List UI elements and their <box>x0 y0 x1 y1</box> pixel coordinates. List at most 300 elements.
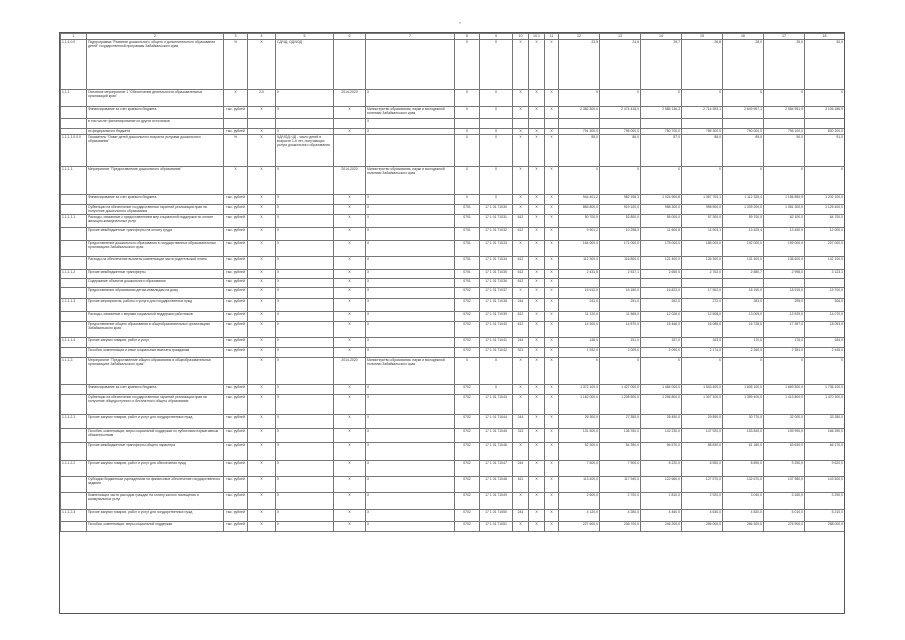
row-name-cell: Прочие межбюджетные трансферты общего характера <box>87 443 224 461</box>
table-cell: 2 260,0 <box>723 348 764 358</box>
table-cell: 1 256 800,0 <box>641 395 682 415</box>
table-row <box>61 299 845 312</box>
table-cell: X <box>545 385 559 395</box>
table-cell: 3 290,0 <box>805 493 845 510</box>
table-cell: X <box>334 299 366 312</box>
table-cell: 2 920,0 <box>682 493 723 510</box>
column-number: 18 <box>805 34 845 40</box>
table-body <box>61 40 845 532</box>
table-cell: X <box>529 241 545 257</box>
table-cell: 2.0 <box>248 90 276 107</box>
table-cell <box>764 279 805 288</box>
table-cell: 0702 <box>455 288 480 299</box>
table-cell: X <box>529 443 545 461</box>
table-cell: 0702 <box>455 415 480 429</box>
row-code-cell <box>61 322 87 338</box>
table-cell: X <box>545 395 559 415</box>
table-cell: 3 040,0 <box>723 493 764 510</box>
table-cell: 0702 <box>455 312 480 322</box>
table-cell: 8 550,0 <box>682 461 723 477</box>
table-cell: X <box>248 129 276 135</box>
column-number: 12 <box>559 34 600 40</box>
row-name-cell: Пособия, компенсации и иные социальные выплаты гражданам <box>87 348 224 358</box>
table-cell: 3 160,0 <box>764 493 805 510</box>
table-cell <box>600 119 641 129</box>
table-cell: 29,0 <box>764 40 805 90</box>
row-name-cell: Подпрограмма "Развитие дошкольного, общего и дополнительного образования детей" государственной программы Забайкальского края <box>87 40 224 90</box>
table-cell: 883 800,0 <box>559 205 600 215</box>
column-number: 15 <box>682 34 723 40</box>
table-cell: 272,0 <box>682 299 723 312</box>
table-cell: X <box>559 167 600 195</box>
table-cell: X <box>545 477 559 493</box>
column-number: 8 <box>455 34 480 40</box>
table-cell: X <box>545 135 559 167</box>
table-cell: X <box>529 288 545 299</box>
table-cell: 2 810,0 <box>641 493 682 510</box>
table-cell: 113 400,0 <box>559 477 600 493</box>
table-cell: X <box>529 461 545 477</box>
table-cell: 1 208 500,0 <box>600 395 641 415</box>
table-cell: 236 700,0 <box>600 522 641 532</box>
table-cell: X <box>529 279 545 288</box>
table-cell: X <box>529 477 545 493</box>
row-code-cell: 1.1.1.0.0 <box>61 40 87 90</box>
table-cell: 13 425,4 <box>723 228 764 241</box>
table-cell: X <box>764 167 805 195</box>
row-code-cell: 1.1.1.2. <box>61 358 87 385</box>
table-row <box>61 338 845 348</box>
table-cell: 32 000,0 <box>764 415 805 429</box>
table-cell: тыс. рублей <box>224 241 248 257</box>
table-cell: 0701 <box>455 241 480 257</box>
table-cell: X <box>480 40 513 90</box>
table-cell: 2 762,0 <box>682 270 723 279</box>
table-cell: X <box>248 195 276 205</box>
column-number: 1 <box>61 34 87 40</box>
table-cell: X <box>513 443 529 461</box>
table-cell: 192 000,0 <box>723 241 764 257</box>
table-cell: 4 630,0 <box>682 510 723 522</box>
table-cell: тыс. рублей <box>224 493 248 510</box>
table-cell: X <box>641 167 682 195</box>
table-row <box>61 279 845 288</box>
table-cell: 3 106 186,9 <box>805 107 845 119</box>
table-cell: X <box>334 257 366 270</box>
table-cell: X <box>276 477 334 493</box>
column-number: 11 <box>545 34 559 40</box>
table-cell: X <box>248 205 276 215</box>
table-cell: X <box>723 358 764 385</box>
table-cell: 143 500,0 <box>805 477 845 493</box>
table-cell: X <box>529 270 545 279</box>
table-cell: 10 298,3 <box>600 228 641 241</box>
row-name-cell: Прочие межбюджетные трансферты на оплату труда <box>87 228 224 241</box>
table-cell: 25,7 <box>641 40 682 90</box>
table-cell: X <box>248 279 276 288</box>
table-row <box>61 461 845 477</box>
table-cell: X <box>276 461 334 477</box>
table-cell: 8 890,0 <box>723 461 764 477</box>
table-cell: 52 300,0 <box>559 443 600 461</box>
table-cell: 11 120,0 <box>559 312 600 322</box>
table-cell: X <box>513 385 529 395</box>
table-cell: X <box>276 270 334 279</box>
table-cell: X <box>276 322 334 338</box>
table-cell: 0702 <box>455 477 480 493</box>
table-cell: X <box>545 270 559 279</box>
table-cell: тыс. рублей <box>224 522 248 532</box>
table-cell <box>366 135 455 167</box>
row-code-cell <box>61 119 87 129</box>
table-cell: 17 1 01 71040 <box>480 322 513 338</box>
table-cell: X <box>559 358 600 385</box>
table-cell: 2 474 418,0 <box>600 107 641 119</box>
table-cell: 17 1 01 71035 <box>480 270 513 279</box>
row-code-cell <box>61 385 87 395</box>
table-cell: 159 990,0 <box>764 429 805 443</box>
table-cell: X <box>805 167 845 195</box>
table-cell: 0701 <box>455 228 480 241</box>
table-cell: 127 570,0 <box>682 477 723 493</box>
table-cell: 2 431,5 <box>559 270 600 279</box>
table-cell: 266 300,0 <box>723 522 764 532</box>
table-cell: X <box>334 395 366 415</box>
table-cell: X <box>723 90 764 107</box>
row-code-cell <box>61 288 87 299</box>
table-cell <box>805 119 845 129</box>
table-row <box>61 228 845 241</box>
table-cell: X <box>723 167 764 195</box>
table-cell: 1 112 325,4 <box>723 195 764 205</box>
row-name-cell: Прочие закупки товаров, работ и услуг для государственных нужд <box>87 415 224 429</box>
table-cell: 612 <box>513 228 529 241</box>
table-cell: тыс. рублей <box>224 299 248 312</box>
table-cell: 17 1 01 71033 <box>480 241 513 257</box>
table-cell: 13 009,0 <box>723 312 764 322</box>
column-number: 3 <box>224 34 248 40</box>
row-code-cell <box>61 228 87 241</box>
table-cell: 178 000,0 <box>641 241 682 257</box>
table-cell: 244 <box>513 338 529 348</box>
table-cell: X <box>366 119 455 129</box>
table-cell: X <box>480 129 513 135</box>
row-code-cell <box>61 195 87 205</box>
table-cell: 17 1 01 71037 <box>480 288 513 299</box>
table-cell: 16 085,0 <box>682 322 723 338</box>
table-row <box>61 167 845 195</box>
table-row <box>61 215 845 228</box>
table-cell: % <box>224 135 248 167</box>
table-cell: тыс. рублей <box>224 429 248 443</box>
table-cell: 26 300,0 <box>559 415 600 429</box>
table-row <box>61 195 845 205</box>
table-cell: X <box>334 270 366 279</box>
table-cell: X <box>276 415 334 429</box>
table-cell: X <box>334 493 366 510</box>
table-cell: 244 <box>513 415 529 429</box>
table-cell: 171 000,0 <box>600 241 641 257</box>
column-number: 10.1 <box>529 34 545 40</box>
table-cell: тыс. рублей <box>224 228 248 241</box>
table-cell: 121 400,0 <box>641 257 682 270</box>
row-code-cell <box>61 205 87 215</box>
table-cell: X <box>682 90 723 107</box>
row-name-cell: Расходы, связанные с мерами социальной поддержки работников <box>87 312 224 322</box>
table-row <box>61 493 845 510</box>
table-cell: 0702 <box>455 461 480 477</box>
table-cell: X <box>764 90 805 107</box>
table-cell: 4 120,0 <box>559 510 600 522</box>
table-cell: 4 280,0 <box>600 510 641 522</box>
table-cell: X <box>276 279 334 288</box>
table-cell: 136 600,0 <box>764 257 805 270</box>
table-cell <box>723 119 764 129</box>
table-cell: X <box>529 167 545 195</box>
table-row <box>61 322 845 338</box>
table-row <box>61 257 845 270</box>
table-cell: X <box>334 322 366 338</box>
row-name-cell: Содержание объектов дошкольного образования <box>87 279 224 288</box>
table-cell: X <box>334 348 366 358</box>
table-cell: 117 940,0 <box>600 477 641 493</box>
table-cell: X <box>366 241 455 257</box>
table-cell: X <box>334 129 366 135</box>
column-number: 13 <box>600 34 641 40</box>
column-number: 14 <box>641 34 682 40</box>
table-cell: 13 529,0 <box>764 312 805 322</box>
table-cell: X <box>334 205 366 215</box>
table-cell: X <box>248 241 276 257</box>
table-cell: X <box>455 40 480 90</box>
column-number: 6 <box>334 34 366 40</box>
table-cell: 2 650,0 <box>641 270 682 279</box>
table-cell: 5 210,0 <box>805 510 845 522</box>
table-cell: 136 760,0 <box>600 429 641 443</box>
table-cell: X <box>366 461 455 477</box>
table-cell: X <box>334 477 366 493</box>
table-cell: 17 1 01 71031 <box>480 215 513 228</box>
table-cell: 17 1 01 71036 <box>480 279 513 288</box>
table-cell: X <box>529 299 545 312</box>
table-cell: X <box>276 90 334 107</box>
table-cell: 17 1 01 71042 <box>480 348 513 358</box>
table-cell: 11 903,1 <box>682 228 723 241</box>
table-cell: X <box>276 348 334 358</box>
column-number: 7 <box>366 34 455 40</box>
table-cell: 2 714 393,1 <box>682 107 723 119</box>
row-code-cell: 1.1.1.1.1 <box>61 215 87 228</box>
table-cell: 58 830,0 <box>682 443 723 461</box>
table-cell: X <box>248 493 276 510</box>
table-cell: X <box>513 129 529 135</box>
table-cell: 62 100,0 <box>764 215 805 228</box>
table-cell <box>545 119 559 129</box>
table-cell: 132 670,0 <box>723 477 764 493</box>
table-cell: 170,0 <box>723 338 764 348</box>
table-cell: 11 600,8 <box>641 228 682 241</box>
table-cell: 1 413 800,0 <box>764 395 805 415</box>
table-cell: 790 000,0 <box>723 129 764 135</box>
table-cell: X <box>529 348 545 358</box>
row-code-cell <box>61 312 87 322</box>
table-cell: 28 450,0 <box>641 415 682 429</box>
table-cell: 7 600,0 <box>559 461 600 477</box>
table-row <box>61 119 845 129</box>
table-cell: Министерство образования, науки и молодежной политики Забайкальского края <box>366 358 455 385</box>
table-cell: 17 1 01 71048 <box>480 477 513 493</box>
table-cell: X <box>366 215 455 228</box>
table-cell: 2 600,0 <box>559 493 600 510</box>
table-cell: 15 466,0 <box>641 322 682 338</box>
table-cell: X <box>513 40 529 90</box>
table-row <box>61 510 845 522</box>
table-row <box>61 348 845 358</box>
table-cell: 8 220,0 <box>641 461 682 477</box>
table-row <box>61 288 845 299</box>
table-cell: X <box>276 129 334 135</box>
table-row <box>61 477 845 493</box>
table-cell: X <box>248 257 276 270</box>
table-cell: X <box>529 322 545 338</box>
table-cell: X <box>545 358 559 385</box>
table-row <box>61 385 845 395</box>
row-name-cell: Основное мероприятие 1 "Обеспечение деятельности образовательных организаций края" <box>87 90 224 107</box>
table-cell: X <box>248 443 276 461</box>
table-cell: тыс. рублей <box>224 322 248 338</box>
table-cell: 24,6 <box>600 40 641 90</box>
table-cell: X <box>529 215 545 228</box>
table-cell: 1 427 000,0 <box>600 385 641 395</box>
table-cell: X <box>529 358 545 385</box>
table-cell: X <box>334 241 366 257</box>
table-cell: X <box>248 322 276 338</box>
row-name-cell: Мероприятие "Предоставление дошкольного образования" <box>87 167 224 195</box>
table-cell: тыс. рублей <box>224 288 248 299</box>
table-cell: 17 1 01 71050 <box>480 510 513 522</box>
table-cell: 61 180,0 <box>723 443 764 461</box>
table-cell: 256 000,0 <box>682 522 723 532</box>
table-cell: 33 280,0 <box>805 415 845 429</box>
table-cell: 7 900,0 <box>600 461 641 477</box>
row-code-cell: 1.1.1. <box>61 90 87 107</box>
table-cell: X <box>366 288 455 299</box>
table-cell: 1 470 300,0 <box>805 395 845 415</box>
table-cell: X <box>276 288 334 299</box>
table-cell: X <box>334 510 366 522</box>
table-cell: 244 <box>513 461 529 477</box>
table-row <box>61 522 845 532</box>
table-cell: X <box>334 522 366 532</box>
table-cell: X <box>529 493 545 510</box>
table-cell: 1 543 400,0 <box>682 385 723 395</box>
table-cell: 0701 <box>455 270 480 279</box>
table-cell: X <box>480 90 513 107</box>
table-cell: 87,0 <box>641 135 682 167</box>
table-cell: X <box>276 443 334 461</box>
table-cell: X <box>276 338 334 348</box>
table-cell: X <box>545 107 559 119</box>
table-cell: X <box>545 129 559 135</box>
table-cell: тыс. рублей <box>224 385 248 395</box>
table-cell: 795 000,0 <box>600 129 641 135</box>
table-cell: X <box>366 257 455 270</box>
table-cell: X <box>248 288 276 299</box>
table-cell: 612 <box>513 215 529 228</box>
table-cell: X <box>545 257 559 270</box>
table-cell: X <box>545 288 559 299</box>
table-cell: X <box>334 195 366 205</box>
table-cell: 612 <box>513 257 529 270</box>
row-code-cell: 1.1.1.2.2 <box>61 461 87 477</box>
table-cell: 958 300,0 <box>641 205 682 215</box>
table-cell: 17 1 01 71038 <box>480 299 513 312</box>
table-cell: X <box>513 358 529 385</box>
table-cell: X <box>248 348 276 358</box>
table-cell: 17 1 01 71047 <box>480 461 513 477</box>
table-cell: 17 1 01 71043 <box>480 395 513 415</box>
table-cell: X <box>248 107 276 119</box>
table-cell: 1 202 100,0 <box>805 195 845 205</box>
table-row <box>61 270 845 279</box>
row-name-cell: Финансирование за счет краевого бюджета <box>87 195 224 205</box>
table-cell: тыс. рублей <box>224 461 248 477</box>
table-cell: 1 605 100,0 <box>723 385 764 395</box>
row-name-cell: Предоставление дошкольного образования в государственных образовательных организациях Забайкальского края <box>87 241 224 257</box>
table-cell: X <box>334 228 366 241</box>
table-cell: 1 307 100,0 <box>682 395 723 415</box>
table-cell: 17 397,0 <box>764 322 805 338</box>
table-cell: X <box>366 429 455 443</box>
table-cell: X <box>480 107 513 119</box>
table-cell: X <box>545 228 559 241</box>
table-cell: 27 350,0 <box>600 415 641 429</box>
table-cell: тыс. рублей <box>224 338 248 348</box>
table-cell: 2 849 957,1 <box>723 107 764 119</box>
table-cell: 0701 <box>455 205 480 215</box>
table-cell: 13 450,9 <box>764 228 805 241</box>
table-cell: X <box>276 195 334 205</box>
table-cell: X <box>545 167 559 195</box>
table-cell: X <box>545 322 559 338</box>
table-cell: X <box>529 312 545 322</box>
table-cell: 1 372 100,0 <box>559 385 600 395</box>
table-cell: 241,0 <box>559 299 600 312</box>
table-cell: 66 170,0 <box>805 443 845 461</box>
table-cell: тыс. рублей <box>224 270 248 279</box>
table-cell: X <box>248 415 276 429</box>
table-cell: 3 123,1 <box>805 270 845 279</box>
table-cell: 0702 <box>455 322 480 338</box>
table-cell: X <box>682 167 723 195</box>
table-cell <box>641 279 682 288</box>
table-cell: 18 190,0 <box>723 288 764 299</box>
row-name-cell: Субвенции на обеспечение государственных гарантий реализации прав на получение дошкольного образования <box>87 205 224 215</box>
page-mark: " <box>459 22 462 28</box>
row-code-cell: 1.1.1.1. <box>61 167 87 195</box>
table-cell: X <box>276 358 334 385</box>
row-name-cell: Финансирование за счет краевого бюджета <box>87 107 224 119</box>
row-name-cell: Прочие межбюджетные трансферты <box>87 270 224 279</box>
table-cell: 2014-2020 <box>334 358 366 385</box>
table-cell: 64 700,0 <box>805 215 845 228</box>
table-cell: X <box>224 90 248 107</box>
row-name-cell: Прочие закупки товаров, работ и услуг <box>87 338 224 348</box>
table-cell: 163,0 <box>682 338 723 348</box>
table-cell: X <box>600 358 641 385</box>
table-cell: 2 090,0 <box>641 348 682 358</box>
table-cell: 164 000,0 <box>559 241 600 257</box>
